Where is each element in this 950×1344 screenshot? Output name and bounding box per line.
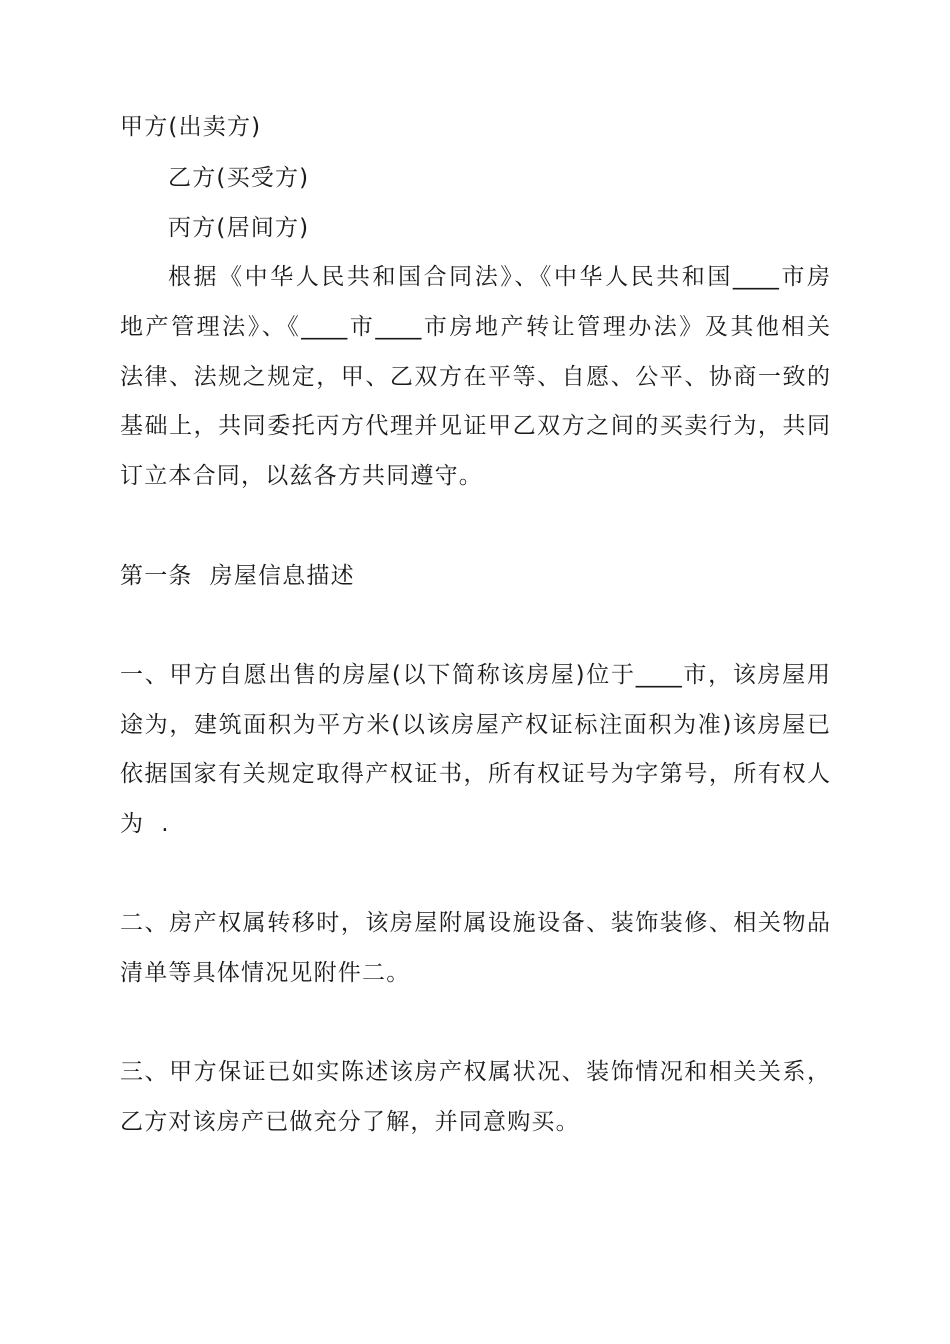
clause-line: 途为，建筑面积为平方米(以该房屋产权证标注面积为准)该房屋已 [120, 712, 830, 738]
party-intermediary: 丙方(居间方) [168, 215, 310, 241]
clause-line: 一、甲方自愿出售的房屋(以下简称该房屋)位于____市，该房屋用 [120, 662, 830, 688]
clause-line: 依据国家有关规定取得产权证书，所有权证号为字第号，所有权人 [120, 761, 830, 787]
clause-line: 为 . [120, 811, 170, 837]
party-buyer: 乙方(买受方) [168, 165, 310, 191]
preamble-line: 订立本合同，以兹各方共同遵守。 [120, 463, 483, 489]
clause-line: 二、房产权属转移时，该房屋附属设施设备、装饰装修、相关物品 [120, 910, 830, 936]
clause-line: 清单等具体情况见附件二。 [120, 960, 411, 986]
preamble-line: 基础上，共同委托丙方代理并见证甲乙双方之间的买卖行为，共同 [120, 413, 830, 439]
preamble-line: 法律、法规之规定，甲、乙双方在平等、自愿、公平、协商一致的 [120, 364, 830, 390]
party-seller: 甲方(出卖方) [120, 114, 262, 140]
article-title: 第一条 房屋信息描述 [120, 563, 355, 589]
preamble-line: 根据《中华人民共和国合同法》、《中华人民共和国____市房 [168, 264, 830, 290]
preamble-line: 地产管理法》、《____市____市房地产转让管理办法》及其他相关 [120, 314, 830, 340]
clause-line: 三、甲方保证已如实陈述该房产权属状况、装饰情况和相关关系， [120, 1059, 830, 1085]
clause-line: 乙方对该房产已做充分了解，并同意购买。 [120, 1109, 580, 1135]
